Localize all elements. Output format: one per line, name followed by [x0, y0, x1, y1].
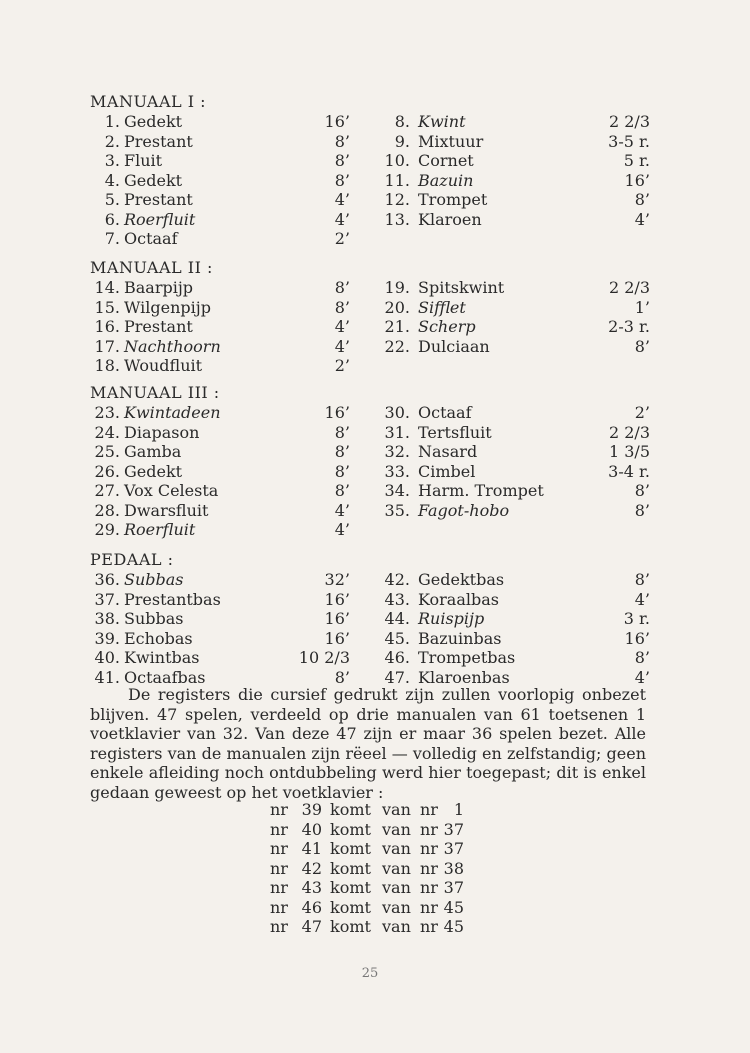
- register-name: Scherp: [418, 317, 476, 336]
- borrowing-row: [270, 820, 470, 840]
- borrowing-cell: komt: [330, 897, 371, 917]
- register-number: 27.: [94, 481, 120, 500]
- register-number: 16.: [94, 317, 120, 336]
- register-number: 9.: [394, 131, 410, 151]
- register-size: 4’: [334, 336, 350, 356]
- register-size: 16’: [324, 589, 350, 609]
- register-name: Cornet: [418, 151, 474, 170]
- register-row: [90, 278, 660, 298]
- register-name: Trompet: [418, 190, 488, 209]
- register-size: 3-4 r.: [608, 461, 650, 481]
- borrowing-cell: 38: [443, 858, 464, 878]
- page-number: 25: [361, 966, 379, 981]
- register-size: 8’: [634, 648, 650, 667]
- borrowing-cell: 43: [301, 878, 322, 897]
- register-name: Trompetbas: [418, 648, 516, 667]
- register-size: 2’: [634, 403, 650, 422]
- register-size: 8’: [634, 500, 650, 520]
- register-size: 1’: [634, 297, 650, 317]
- register-row: [90, 442, 660, 462]
- borrowing-cell: 45: [443, 897, 464, 917]
- register-number: 11.: [384, 170, 410, 190]
- register-number: 38.: [94, 609, 120, 628]
- borrowing-cell: 42: [301, 858, 322, 878]
- register-size: 16’: [624, 628, 650, 648]
- register-size: 8’: [334, 131, 350, 151]
- register-name: Kwint: [418, 112, 466, 131]
- register-name: Cimbel: [418, 461, 476, 481]
- borrowing-row: [270, 859, 470, 879]
- register-row: [90, 229, 660, 249]
- register-row: [90, 356, 660, 376]
- register-size: 4’: [334, 209, 350, 229]
- borrowing-cell: komt: [330, 800, 371, 819]
- register-size: 8’: [334, 461, 350, 481]
- borrowing-cell: nr: [270, 819, 288, 839]
- register-size: 16’: [324, 112, 350, 131]
- register-size: 8’: [634, 336, 650, 356]
- borrowing-table: [270, 800, 470, 937]
- register-number: 23.: [94, 403, 120, 422]
- register-name: Klaroen: [418, 209, 482, 229]
- register-name: Gedekt: [124, 461, 183, 481]
- register-name: Dwarsfluit: [124, 500, 209, 520]
- register-name: Woudfluit: [124, 356, 203, 375]
- borrowing-row: [270, 839, 470, 859]
- register-size: 16’: [324, 628, 350, 648]
- register-size: 32’: [324, 570, 350, 589]
- borrowing-cell: 40: [301, 819, 322, 839]
- register-number: 37.: [94, 589, 120, 609]
- register-size: 16’: [324, 403, 350, 422]
- register-name: Kwintbas: [124, 648, 200, 667]
- borrowing-cell: nr: [270, 878, 288, 897]
- register-size: 4’: [334, 500, 350, 520]
- borrowing-cell: 41: [301, 839, 322, 858]
- borrowing-cell: komt: [330, 819, 371, 839]
- register-size: 8’: [334, 442, 350, 461]
- register-number: 7.: [104, 229, 120, 248]
- register-name: Roerfluit: [124, 520, 196, 539]
- register-size: 10 2/3: [298, 648, 350, 667]
- register-size: 1 3/5: [608, 442, 650, 461]
- register-name: Prestant: [124, 190, 193, 209]
- register-size: 4’: [334, 190, 350, 209]
- register-number: 6.: [104, 209, 120, 229]
- register-row: [90, 210, 660, 230]
- register-size: 16’: [324, 609, 350, 628]
- register-number: 2.: [104, 131, 120, 151]
- register-name: Diapason: [124, 422, 200, 442]
- register-size: 2’: [334, 356, 350, 375]
- borrowing-cell: nr: [270, 858, 288, 878]
- borrowing-cell: 39: [301, 800, 322, 819]
- section-title: MANUAAL II :: [90, 258, 213, 277]
- register-row: [90, 462, 660, 482]
- register-name: Gedektbas: [418, 570, 505, 589]
- register-row: [90, 609, 660, 629]
- register-number: 21.: [384, 317, 410, 336]
- register-name: Koraalbas: [418, 589, 499, 609]
- borrowing-cell: 37: [443, 839, 464, 858]
- register-size: 4’: [634, 667, 650, 687]
- register-number: 33.: [384, 461, 410, 481]
- register-number: 41.: [94, 667, 120, 687]
- borrowing-cell: 37: [443, 819, 464, 839]
- register-row: [90, 151, 660, 171]
- borrowing-cell: van: [382, 878, 411, 897]
- borrowing-cell: 46: [301, 897, 322, 917]
- register-name: Mixtuur: [418, 131, 484, 151]
- borrowing-cell: van: [382, 858, 411, 878]
- register-size: 8’: [334, 481, 350, 500]
- register-number: 18.: [94, 356, 120, 375]
- register-name: Octaafbas: [124, 667, 206, 687]
- register-size: 8’: [334, 422, 350, 442]
- register-name: Nachthoorn: [124, 336, 221, 356]
- borrowing-cell: van: [382, 819, 411, 839]
- register-size: 4’: [334, 317, 350, 336]
- paragraph-text: De registers die cursief gedrukt zijn zullen voorlopig onbezet blijven. 47 spelen, verdeeld op drie manualen van 61 toetsenen 1 voetklavier van 32. Van deze 47 zijn er maar 36 spelen bezet. Alle registers van de manualen zijn rëeel — volledig en zelfstandig; geen enkele afleiding noch ontdubbeling werd hier toegepast; dit is enkel gedaan geweest op het voetklavier :: [90, 685, 646, 802]
- register-number: 34.: [384, 481, 410, 500]
- borrowing-cell: van: [382, 800, 411, 819]
- register-name: Fagot-hobo: [418, 500, 510, 520]
- register-size: 4’: [634, 589, 650, 609]
- register-number: 47.: [384, 667, 410, 687]
- register-name: Vox Celesta: [124, 481, 219, 500]
- register-size: 4’: [634, 209, 650, 229]
- register-row: [90, 520, 660, 540]
- register-name: Klaroenbas: [418, 667, 510, 687]
- section-title: MANUAAL III :: [90, 383, 220, 402]
- register-name: Nasard: [418, 442, 478, 461]
- register-number: 13.: [384, 209, 410, 229]
- register-number: 35.: [384, 500, 410, 520]
- register-name: Kwintadeen: [124, 403, 221, 422]
- register-number: 12.: [384, 190, 410, 209]
- register-name: Harm. Trompet: [418, 481, 544, 500]
- register-number: 26.: [94, 461, 120, 481]
- register-size: 8’: [334, 278, 350, 297]
- borrowing-cell: 1: [453, 800, 464, 819]
- register-name: Gedekt: [124, 170, 183, 190]
- register-size: 2 2/3: [608, 112, 650, 131]
- register-number: 3.: [104, 151, 120, 170]
- register-number: 28.: [94, 500, 120, 520]
- register-row: [90, 317, 660, 337]
- borrowing-cell: van: [382, 917, 411, 936]
- borrowing-cell: van: [382, 839, 411, 858]
- borrowing-cell: nr: [270, 917, 288, 936]
- register-row: [90, 570, 660, 590]
- register-size: 5 r.: [623, 151, 650, 170]
- register-number: 29.: [94, 520, 120, 539]
- register-size: 3 r.: [623, 609, 650, 628]
- register-name: Gamba: [124, 442, 182, 461]
- register-name: Subbas: [124, 609, 184, 628]
- register-size: 8’: [634, 190, 650, 209]
- borrowing-cell: nr: [270, 897, 288, 917]
- borrowing-cell: nr: [420, 917, 438, 936]
- register-number: 30.: [384, 403, 410, 422]
- register-size: 2’: [334, 229, 350, 248]
- register-name: Bazuinbas: [418, 628, 502, 648]
- explanation-paragraph: [90, 685, 646, 802]
- register-number: 19.: [384, 278, 410, 297]
- register-number: 46.: [384, 648, 410, 667]
- register-number: 31.: [384, 422, 410, 442]
- register-row: [90, 298, 660, 318]
- borrowing-cell: komt: [330, 839, 371, 858]
- register-number: 17.: [94, 336, 120, 356]
- register-name: Octaaf: [124, 229, 178, 248]
- borrowing-cell: nr: [270, 839, 288, 858]
- register-row: [90, 171, 660, 191]
- borrowing-cell: nr: [420, 800, 438, 819]
- section-title: PEDAAL :: [90, 550, 174, 569]
- register-number: 25.: [94, 442, 120, 461]
- borrowing-cell: van: [382, 897, 411, 917]
- register-name: Prestant: [124, 317, 193, 336]
- register-number: 15.: [94, 297, 120, 317]
- register-number: 43.: [384, 589, 410, 609]
- borrowing-cell: 47: [301, 917, 322, 936]
- register-name: Prestant: [124, 131, 193, 151]
- register-name: Bazuin: [418, 170, 474, 190]
- register-size: 4’: [334, 520, 350, 539]
- register-name: Tertsfluit: [418, 422, 492, 442]
- register-number: 8.: [394, 112, 410, 131]
- register-name: Gedekt: [124, 112, 183, 131]
- register-row: [90, 337, 660, 357]
- register-number: 22.: [384, 336, 410, 356]
- borrowing-row: [270, 878, 470, 898]
- register-row: [90, 423, 660, 443]
- register-number: 24.: [94, 422, 120, 442]
- section-title: MANUAAL I :: [90, 92, 207, 111]
- borrowing-cell: nr: [420, 858, 438, 878]
- register-name: Baarpijp: [124, 278, 194, 297]
- register-size: 8’: [334, 170, 350, 190]
- register-name: Echobas: [124, 628, 193, 648]
- borrowing-row: [270, 917, 470, 937]
- register-size: 16’: [624, 170, 650, 190]
- register-name: Prestantbas: [124, 589, 221, 609]
- borrowing-cell: 45: [443, 917, 464, 936]
- register-size: 8’: [634, 570, 650, 589]
- register-row: [90, 481, 660, 501]
- register-number: 45.: [384, 628, 410, 648]
- register-number: 42.: [384, 570, 410, 589]
- borrowing-row: [270, 800, 470, 820]
- register-size: 2-3 r.: [608, 317, 650, 336]
- register-name: Spitskwint: [418, 278, 505, 297]
- register-number: 10.: [384, 151, 410, 170]
- borrowing-cell: nr: [420, 839, 438, 858]
- register-name: Sifflet: [418, 297, 466, 317]
- register-name: Roerfluit: [124, 209, 196, 229]
- register-row: [90, 190, 660, 210]
- register-number: 36.: [94, 570, 120, 589]
- register-name: Wilgenpijp: [124, 297, 211, 317]
- register-number: 5.: [104, 190, 120, 209]
- borrowing-cell: komt: [330, 858, 371, 878]
- register-row: [90, 648, 660, 668]
- register-number: 14.: [94, 278, 120, 297]
- borrowing-cell: nr: [420, 897, 438, 917]
- register-number: 40.: [94, 648, 120, 667]
- register-row: [90, 629, 660, 649]
- register-row: [90, 501, 660, 521]
- register-number: 44.: [384, 609, 410, 628]
- register-size: 3-5 r.: [608, 131, 650, 151]
- borrowing-row: [270, 898, 470, 918]
- register-number: 39.: [94, 628, 120, 648]
- borrowing-cell: nr: [420, 819, 438, 839]
- register-name: Ruispijp: [418, 609, 485, 628]
- register-row: [90, 403, 660, 423]
- register-name: Dulciaan: [418, 336, 490, 356]
- register-name: Subbas: [124, 570, 184, 589]
- register-number: 32.: [384, 442, 410, 461]
- register-number: 20.: [384, 297, 410, 317]
- borrowing-cell: 37: [443, 878, 464, 897]
- borrowing-cell: komt: [330, 878, 371, 897]
- register-row: [90, 590, 660, 610]
- register-row: [90, 112, 660, 132]
- register-size: 8’: [334, 297, 350, 317]
- register-size: 2 2/3: [608, 422, 650, 442]
- register-size: 8’: [334, 151, 350, 170]
- register-name: Fluit: [124, 151, 163, 170]
- register-name: Octaaf: [418, 403, 472, 422]
- borrowing-cell: nr: [420, 878, 438, 897]
- register-size: 2 2/3: [608, 278, 650, 297]
- register-number: 1.: [104, 112, 120, 131]
- register-number: 4.: [104, 170, 120, 190]
- register-size: 8’: [634, 481, 650, 500]
- register-row: [90, 132, 660, 152]
- borrowing-cell: komt: [330, 917, 371, 936]
- register-size: 8’: [334, 667, 350, 687]
- borrowing-cell: nr: [270, 800, 288, 819]
